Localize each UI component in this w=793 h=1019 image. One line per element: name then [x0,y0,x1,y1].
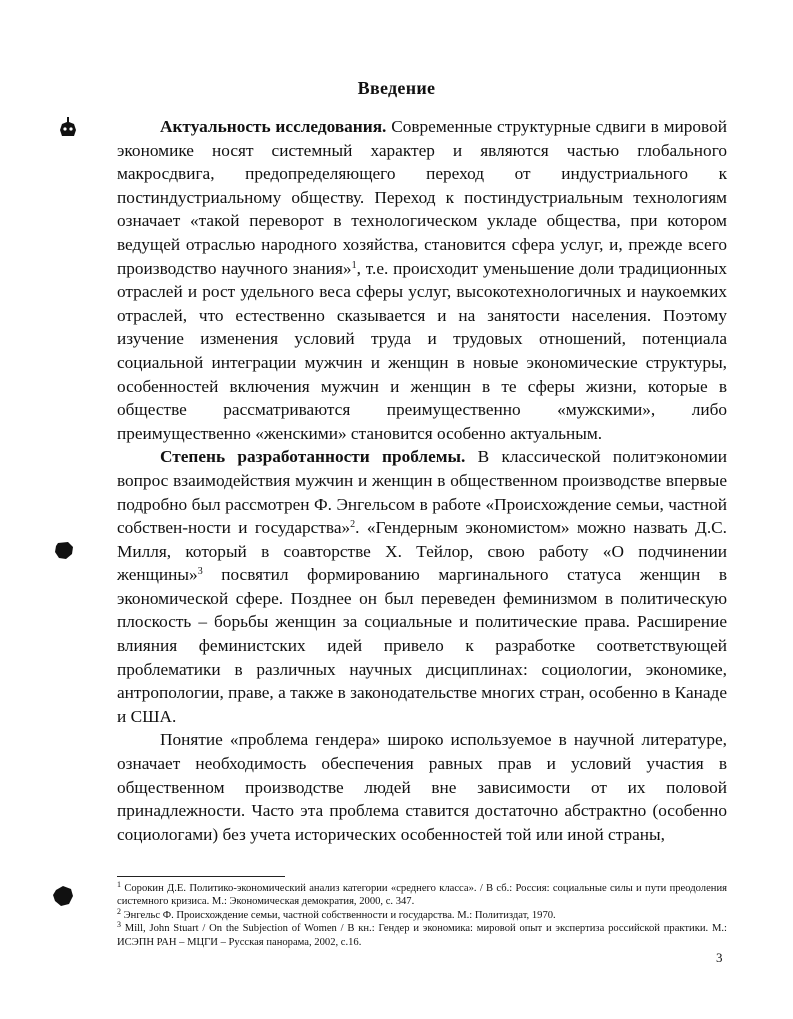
footnote-number: 3 [117,920,121,930]
scan-mark-icon [58,116,78,138]
paragraph-text: В классической политэкономии вопрос взаимодействия мужчин и женщин в общественном производстве впервые подробно был рассмотрен Ф. Энгельсом в работе «Происхождение семьи, частной собствен-ности и государства» [117,447,727,538]
paragraph-text: Современные структурные сдвиги в мировой экономике носят системный характер и являются частью глобального макросдвига, предопределяющего переход от индустриального к постиндустриальному обществу. Переход к постиндустриальным технологиям означает «такой переворот в технологическом укладе общества, при котором ведущей отраслью народного хозяйства, становится сфера услуг, и, прежде всего производство научного знания» [117,117,727,278]
paragraph-lead: Степень разработанности проблемы. [160,447,466,467]
footnote [117,922,727,949]
paragraph-gender-concept [117,728,727,846]
page-title: Введение [357,78,436,99]
paragraph-problem-development [117,445,727,728]
footnote [117,882,727,909]
footnote-text: Энгельс Ф. Происхождение семьи, частной собственности и государства. М.: Политиздат, 1970. [123,909,556,921]
footnote-text: Mill, John Stuart / On the Subjection of Women / В кн.: Гендер и экономика: мировой опыт и экспертиза российской практики. М.: ИСЭПН РАН – МЦГИ – Русская панорама, 2002, с.16. [117,923,727,948]
footnote-text: Сорокин Д.Е. Политико-экономический анализ категории «среднего класса». / В сб.: Россия: социальные силы и пути преодоления системного кризиса. М.: Экономическая демократия, 2000, с. 347. [117,883,727,908]
body-text [117,115,727,846]
footnote-separator [117,876,285,877]
footnote [117,906,727,922]
footnotes [117,882,727,949]
paragraph-text: Понятие «проблема гендера» широко используемое в научной литературе, означает необходимость обеспечения равных прав и условий участия в общественном производстве людей вне зависимости от их половой принадлежности. Часто эта проблема ставится достаточно абстрактно (особенно социологами) без учета исторических особенностей той или иной страны, [117,730,727,844]
paragraph-relevance [117,115,727,445]
scan-mark-icon [52,885,74,907]
paragraph-text: . «Гендерным экономистом» можно назвать Д.С. Милля, который в соавторстве Х. Тейлор, свою работу «О подчинении женщины» [117,518,727,585]
footnote-ref: 1 [351,259,357,271]
footnote-ref: 2 [350,519,356,531]
footnote-ref: 3 [197,566,203,578]
footnote-number: 1 [117,880,121,889]
scan-mark-icon [53,541,75,561]
paragraph-lead: Актуальность исследования. [160,117,387,136]
page-number: 3 [716,950,723,965]
paragraph-text: посвятил формированию маргинального статуса женщин в экономической сфере. Позднее он был переведен феминизмом в политическую плоскость – борьбы женщин за социальные и политические права. Расширение влияния феминистских идей привело к разработке соответствующей проблематики в различных научных дисциплинах: социологии, экономике, антропологии, праве, а также в законодательстве многих стран, особенно в Канаде и США. [117,565,727,726]
paragraph-text: , т.е. происходит уменьшение доли традиционных отраслей и рост удельного веса сферы услуг, высокотехнологичных и наукоемких отраслей, что естественно сказывается и на занятости населения. Поэтому изучение изменения условий труда и трудовых отношений, потенциала социальной интеграции мужчин и женщин в новые экономические структуры, особенностей включения мужчин и женщин в те сферы жизни, которые в обществе рассматриваются преимущественно «мужскими», либо преимущественно «женскими» становится особенно актуальным. [117,258,728,443]
footnote-number: 2 [117,906,121,916]
